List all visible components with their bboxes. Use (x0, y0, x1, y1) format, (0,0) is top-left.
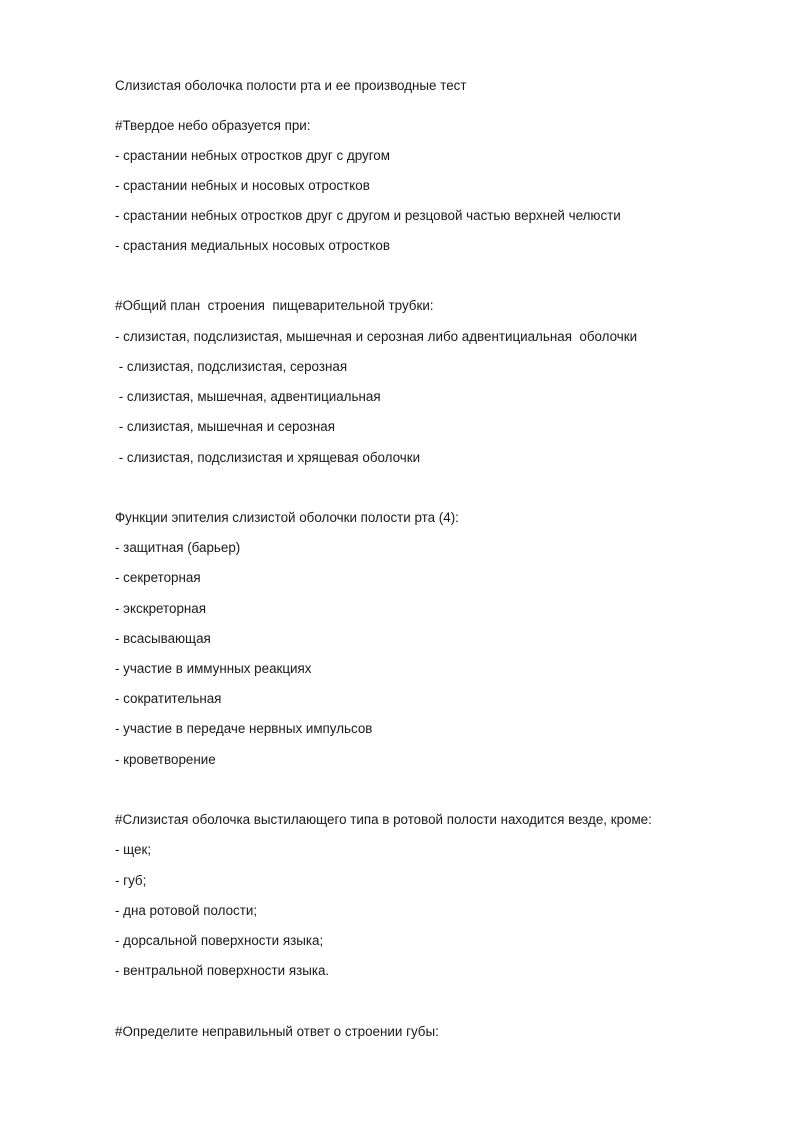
q3-option-2: - секреторная (115, 570, 201, 585)
q4-option-1: - щек; (115, 842, 152, 857)
document-title: Слизистая оболочка полости рта и ее производные тест (115, 78, 467, 93)
q3-option-5: - участие в иммунных реакциях (115, 661, 312, 676)
q4-option-4: - дорсальной поверхности языка; (115, 933, 324, 948)
question-1: #Твердое небо образуется при: (115, 118, 311, 133)
q1-option-2: - срастании небных и носовых отростков (115, 178, 370, 193)
q4-option-2: - губ; (115, 873, 147, 888)
q3-option-4: - всасывающая (115, 631, 211, 646)
q4-option-3: - дна ротовой полости; (115, 903, 258, 918)
q2-option-4: - слизистая, мышечная и серозная (115, 419, 336, 434)
q3-option-3: - экскреторная (115, 601, 206, 616)
question-3: Функции эпителия слизистой оболочки полости рта (4): (115, 510, 459, 525)
q2-option-5: - слизистая, подслизистая и хрящевая оболочки (115, 450, 421, 465)
q2-option-3: - слизистая, мышечная, адвентициальная (115, 389, 381, 404)
q4-option-5: - вентральной поверхности языка. (115, 963, 330, 978)
q2-option-1: - слизистая, подслизистая, мышечная и серозная либо адвентициальная оболочки (115, 329, 638, 344)
question-5: #Определите неправильный ответ о строении губы: (115, 1024, 439, 1039)
q1-option-1: - срастании небных отростков друг с другом (115, 148, 390, 163)
q2-option-2: - слизистая, подслизистая, серозная (115, 359, 348, 374)
q1-option-4: - срастания медиальных носовых отростков (115, 238, 390, 253)
q3-option-8: - кроветворение (115, 752, 216, 767)
q3-option-7: - участие в передаче нервных импульсов (115, 721, 373, 736)
question-4: #Слизистая оболочка выстилающего типа в ротовой полости находится везде, кроме: (115, 812, 652, 827)
question-2: #Общий план строения пищеварительной трубки: (115, 298, 434, 313)
q1-option-3: - срастании небных отростков друг с другом и резцовой частью верхней челюсти (115, 208, 621, 223)
q3-option-6: - сократительная (115, 691, 222, 706)
q3-option-1: - защитная (барьер) (115, 540, 241, 555)
